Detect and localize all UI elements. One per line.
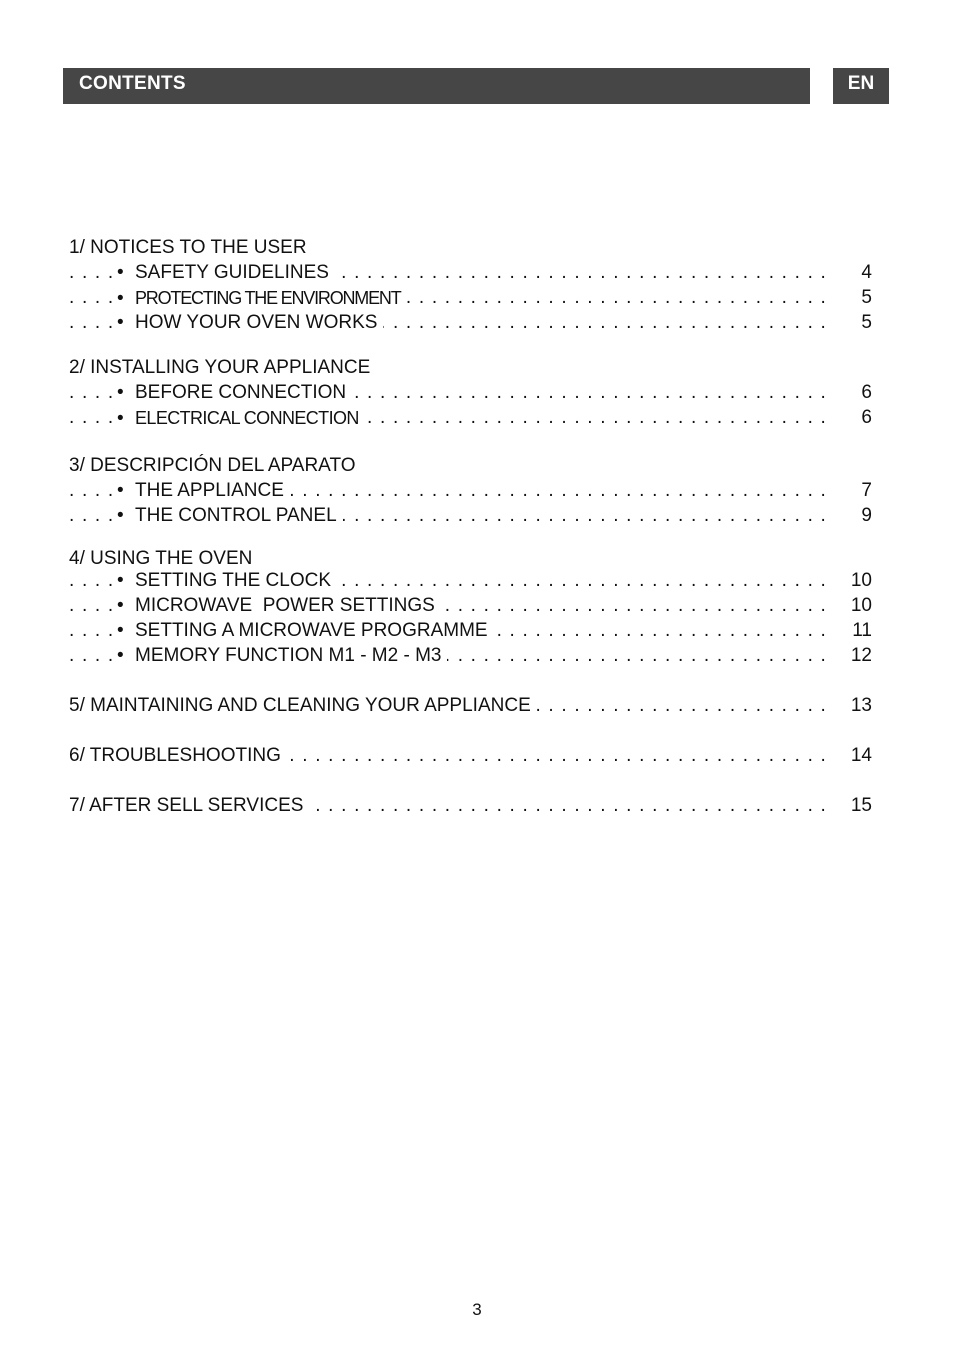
toc-entry[interactable] [69, 311, 872, 335]
toc-section[interactable] [69, 744, 872, 768]
bullet-icon: • [117, 505, 124, 526]
toc-page-number: 9 [861, 505, 872, 526]
toc-page-number: 4 [861, 262, 872, 283]
toc-entry[interactable] [69, 504, 872, 528]
contents-header-bar [63, 68, 810, 104]
bullet-icon: • [117, 262, 124, 283]
toc-section[interactable] [69, 454, 872, 478]
toc-entry[interactable] [69, 479, 872, 503]
bullet-icon: • [117, 620, 124, 641]
toc-entry[interactable] [69, 406, 872, 430]
toc-entry-label: SETTING THE CLOCK [135, 570, 332, 591]
toc-page-number: 11 [852, 620, 872, 641]
language-badge: EN [833, 68, 889, 104]
toc-page-number: 15 [850, 795, 872, 816]
toc-entry-label: 2/ INSTALLING YOUR APPLIANCE [69, 357, 376, 378]
bullet-icon: • [117, 645, 124, 666]
toc-entry[interactable] [69, 381, 872, 405]
toc-entry[interactable] [69, 286, 872, 310]
toc-entry-label: 1/ NOTICES TO THE USER [69, 237, 313, 258]
bullet-icon: • [117, 312, 124, 333]
toc-entry-label: SETTING A MICROWAVE PROGRAMME [135, 620, 488, 641]
toc-page-number: 13 [850, 695, 872, 716]
toc-section[interactable] [69, 236, 872, 260]
toc-entry-label: MICROWAVE POWER SETTINGS [135, 595, 435, 616]
toc-entry-label: 4/ USING THE OVEN [69, 548, 258, 569]
toc-page-number: 10 [850, 570, 872, 591]
toc-page-number: 5 [861, 312, 872, 333]
toc-page-number: 12 [850, 645, 872, 666]
toc-page-number: 6 [861, 382, 872, 403]
toc-entry[interactable] [69, 644, 872, 668]
bullet-icon: • [117, 570, 124, 591]
toc-page-number: 14 [850, 745, 872, 766]
toc-entry-label: 5/ MAINTAINING AND CLEANING YOUR APPLIANCE [69, 695, 537, 716]
bullet-icon: • [117, 480, 124, 501]
toc-section[interactable] [69, 694, 872, 718]
toc-entry-label: 3/ DESCRIPCIÓN DEL APARATO [69, 455, 361, 476]
toc-entry-label: THE APPLIANCE [135, 480, 284, 501]
toc-page-number: 5 [861, 287, 872, 308]
toc-section[interactable] [69, 794, 872, 818]
toc-section[interactable] [69, 547, 872, 571]
toc-entry[interactable] [69, 261, 872, 285]
toc-entry-label: HOW YOUR OVEN WORKS [135, 312, 378, 333]
bullet-icon: • [117, 288, 124, 309]
toc-entry-label: BEFORE CONNECTION [135, 382, 347, 403]
toc-entry-label: SAFETY GUIDELINES [135, 262, 329, 283]
toc-page-number: 6 [861, 407, 872, 428]
toc-entry-label: MEMORY FUNCTION M1 - M2 - M3 [135, 645, 442, 666]
bullet-icon: • [117, 595, 124, 616]
page-number: 3 [472, 1300, 482, 1319]
toc-page-number: 7 [861, 480, 872, 501]
toc-entry[interactable] [69, 569, 872, 593]
toc-entry-label: 7/ AFTER SELL SERVICES [69, 795, 309, 816]
toc-entry-label: ELECTRICAL CONNECTION [135, 408, 359, 428]
toc-section[interactable] [69, 356, 872, 380]
bullet-icon: • [117, 408, 124, 429]
toc-entry[interactable] [69, 619, 872, 643]
toc-entry-label: PROTECTING THE ENVIRONMENT [135, 288, 401, 308]
toc-entry-label: 6/ TROUBLESHOOTING [69, 745, 287, 766]
toc-page-number: 10 [850, 595, 872, 616]
toc-entry-label: THE CONTROL PANEL [135, 505, 337, 526]
toc-entry[interactable] [69, 594, 872, 618]
bullet-icon: • [117, 382, 124, 403]
page-title: CONTENTS [79, 73, 186, 94]
